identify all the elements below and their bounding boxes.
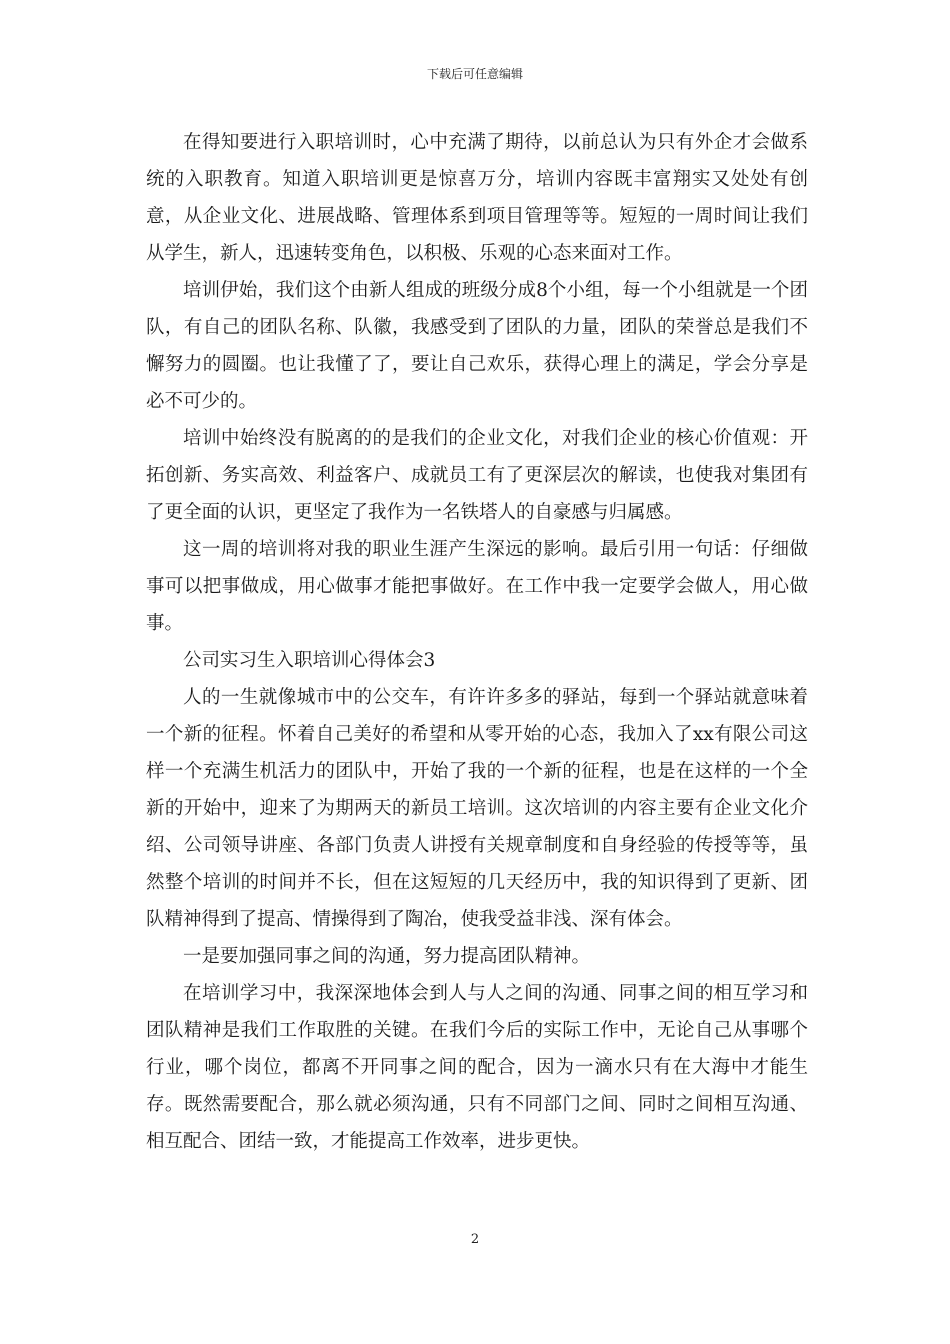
paragraph-communication: 在培训学习中，我深深地体会到人与人之间的沟通、同事之间的相互学习和团队精神是我们工作取胜的关键。在我们今后的实际工作中，无论自己从事哪个行业，哪个岗位，都离不开同事之间的配合，因为一滴水只有在大海中才能生存。既然需要配合，那么就必须沟通，只有不同部门之间、同时之间相互沟通、相互配合、团结一致，才能提高工作效率，进步更快。: [146, 983, 808, 1152]
paragraph-bus-metaphor: 人的一生就像城市中的公交车，有许许多多的驿站，每到一个驿站就意味着一个新的征程。怀着自己美好的希望和从零开始的心态，我加入了xx有限公司这样一个充满生机活力的团队中，开始了我的一个新的征程，也是在这样的一个全新的开始中，迎来了为期两天的新员工培训。这次培训的内容主要有企业文化介绍、公司领导讲座、各部门负责人讲授有关规章制度和自身经验的传授等等，虽然整个培训的时间并不长，但在这短短的几天经历中，我的知识得到了更新、团队精神得到了提高、情操得到了陶冶，使我受益非浅、深有体会。: [146, 687, 808, 930]
document-body: [146, 124, 808, 1160]
section-heading: 公司实习生入职培训心得体会3: [183, 650, 436, 671]
paragraph-expectations: 在得知要进行入职培训时，心中充满了期待，以前总认为只有外企才会做系统的入职教育。知道入职培训更是惊喜万分，培训内容既丰富翔实又处处有创意，从企业文化、进展战略、管理体系到项目管理等等。短短的一周时间让我们从学生，新人，迅速转变角色，以积极、乐观的心态来面对工作。: [146, 132, 808, 264]
paragraph-corporate-culture: 培训中始终没有脱离的的是我们的企业文化，对我们企业的核心价值观：开拓创新、务实高效、利益客户、成就员工有了更深层次的解读，也使我对集团有了更全面的认识，更坚定了我作为一名铁塔人的自豪感与归属感。: [146, 428, 808, 523]
page-header: 下载后可任意编辑: [426, 67, 523, 81]
paragraph-career-impact: 这一周的培训将对我的职业生涯产生深远的影响。最后引用一句话：仔细做事可以把事做成，用心做事才能把事做好。在工作中我一定要学会做人，用心做事。: [146, 539, 808, 634]
paragraph-point-one: 一是要加强同事之间的沟通，努力提高团队精神。: [183, 946, 591, 967]
paragraph-team-groups: 培训伊始，我们这个由新人组成的班级分成8个小组，每一个小组就是一个团队，有自己的团队名称、队徽，我感受到了团队的力量，团队的荣誉总是我们不懈努力的圆圈。也让我懂了了，要让自己欢乐，获得心理上的满足，学会分享是必不可少的。: [146, 280, 808, 412]
page-number: 2: [470, 1232, 480, 1247]
